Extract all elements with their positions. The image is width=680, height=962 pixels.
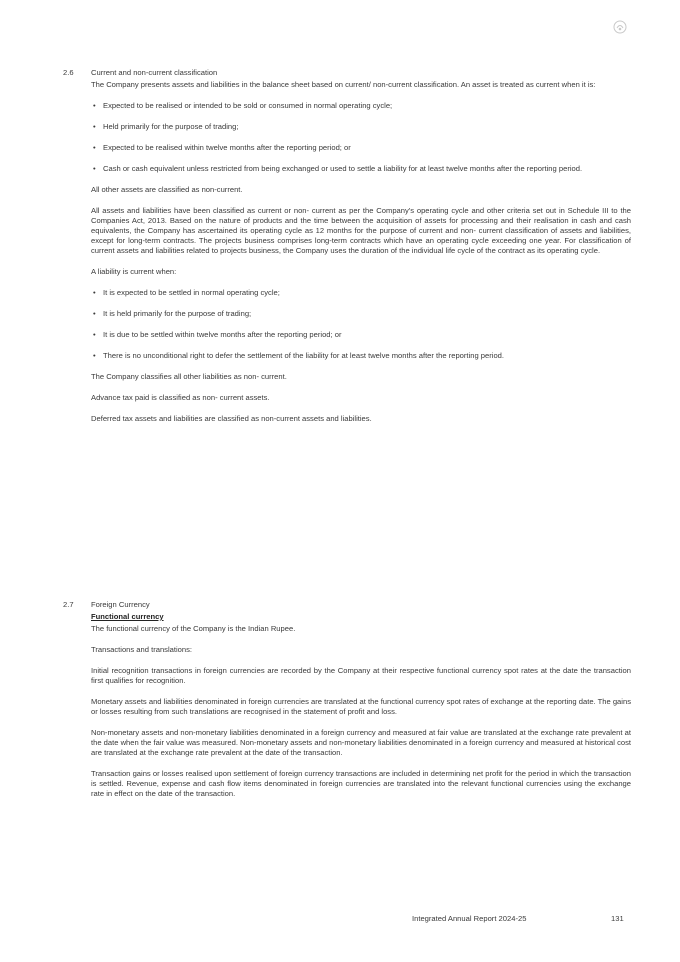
list-item: • It is expected to be settled in normal operating cycle; (91, 288, 631, 298)
section-title: Current and non-current classification (91, 68, 218, 77)
list-item: • It is held primarily for the purpose of trading; (91, 309, 631, 319)
non-monetary-items-text: Non-monetary assets and non-monetary liabilities denominated in a foreign currency and measured at fair value are translated at the exchange rate prevalent at the date when the fair value was measured. Non-monetary assets and non-monetary liabilities denominated in a foreign currency and measured at historical cost are translated at the exchange rate prevalent at the date of the transaction. (91, 728, 631, 757)
emblem-icon (613, 20, 627, 34)
list-item: • It is due to be settled within twelve months after the reporting period; or (91, 330, 631, 340)
section-number: 2.6 (63, 68, 74, 77)
list-item: • There is no unconditional right to defer the settlement of the liability for at least twelve months after the reporting period. (91, 351, 631, 361)
report-title: Integrated Annual Report 2024-25 (412, 914, 527, 923)
transactions-heading: Transactions and translations: (91, 645, 193, 654)
liability-bullet-list (91, 288, 631, 361)
functional-currency-text: The functional currency of the Company is the Indian Rupee. (91, 624, 296, 633)
list-item: • Cash or cash equivalent unless restricted from being exchanged or used to settle a liability for at least twelve months after the reporting period. (91, 164, 631, 174)
asset-intro: The Company presents assets and liabilities in the balance sheet based on current/ non-current classification. An asset is treated as current when it is: (91, 80, 596, 89)
section-number: 2.7 (63, 600, 74, 609)
section-subtitle: Functional currency (91, 612, 164, 621)
liability-intro: A liability is current when: (91, 267, 177, 276)
monetary-items-text: Monetary assets and liabilities denominated in foreign currencies are translated at the functional currency spot rates of exchange at the reporting date. The gains or losses resulting from such translations are recognised in the statement of profit and loss. (91, 697, 631, 716)
section-title: Foreign Currency (91, 600, 150, 609)
advance-tax-text: Advance tax paid is classified as non- current assets. (91, 393, 270, 402)
list-item: • Held primarily for the purpose of trading; (91, 122, 631, 132)
deferred-tax-text: Deferred tax assets and liabilities are classified as non-current assets and liabilities. (91, 414, 372, 423)
list-item: • Expected to be realised within twelve months after the reporting period; or (91, 143, 631, 153)
initial-recognition-text: Initial recognition transactions in foreign currencies are recorded by the Company at their respective functional currency spot rates at the date the transaction first qualifies for recognition. (91, 666, 631, 685)
other-liabilities-text: The Company classifies all other liabilities as non- current. (91, 372, 287, 381)
list-item: • Expected to be realised or intended to be sold or consumed in normal operating cycle; (91, 101, 631, 111)
section-current-noncurrent (63, 68, 631, 435)
page-number: 131 (611, 914, 624, 923)
section-foreign-currency (63, 600, 631, 810)
other-assets-text: All other assets are classified as non-current. (91, 185, 243, 194)
operating-cycle-text: All assets and liabilities have been classified as current or non- current as per the Company's operating cycle and other criteria set out in Schedule III to the Companies Act, 2013. Based on the nature of products and the time between the acquisition of assets for processing and their realisation in cash and cash equivalents, the Company has ascertained its operating cycle as 12 months for the purpose of current and non- current classification of assets and liabilities, except for long-term contracts. The projects business comprises long-term contracts which have an operating cycle exceeding one year. For classification of current assets and liabilities related to projects business, the Company uses the duration of the individual life cycle of the contract as its operating cycle. (91, 206, 631, 255)
asset-bullet-list (91, 101, 631, 174)
settlement-text: Transaction gains or losses realised upon settlement of foreign currency transactions are included in determining net profit for the period in which the transaction is settled. Revenue, expense and cash flow items denominated in foreign currencies are translated into the relevant functional currencies using the exchange rate in effect on the date of the transaction. (91, 769, 631, 798)
